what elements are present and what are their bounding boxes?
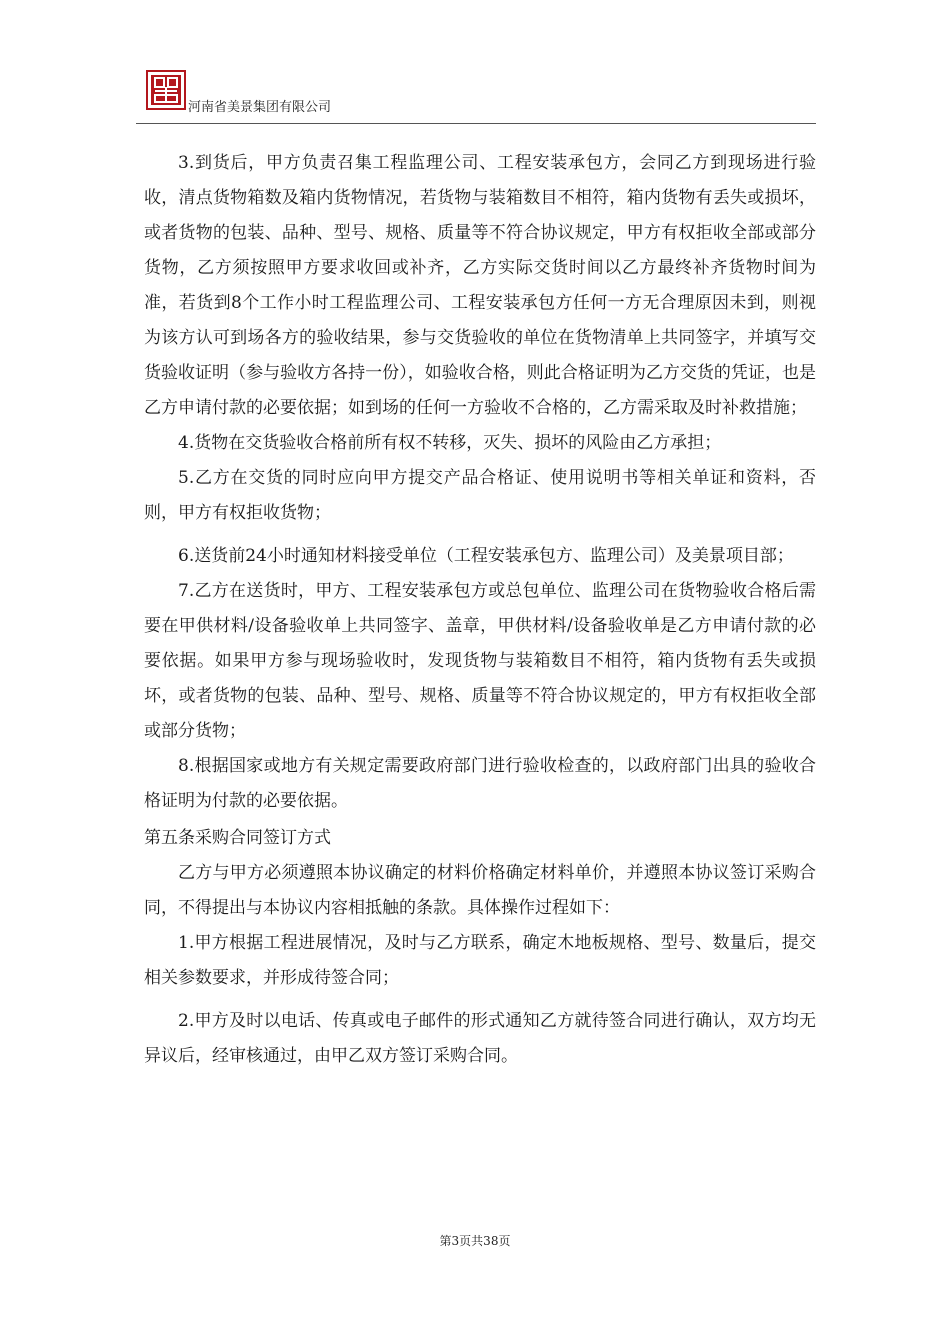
section-intro-paragraph: 乙方与甲方必须遵照本协议确定的材料价格确定材料单价，并遵照本协议签订采购合同，不得提出与本协议内容相抵触的条款。具体操作过程如下： [144, 863, 816, 918]
step-2-paragraph: 2.甲方及时以电话、传真或电子邮件的形式通知乙方就待签合同进行确认，双方均无异议后，经审核通过，由甲乙双方签订采购合同。 [144, 1011, 816, 1066]
company-name: 河南省美景集团有限公司 [188, 100, 332, 115]
company-seal-logo-icon [146, 70, 186, 110]
clause-6-paragraph: 6.送货前24小时通知材料接受单位（工程安装承包方、监理公司）及美景项目部； [178, 546, 794, 566]
clause-3-paragraph: 3.到货后，甲方负责召集工程监理公司、工程安装承包方，会同乙方到现场进行验收，清点货物箱数及箱内货物情况，若货物与装箱数目不相符，箱内货物有丢失或损坏，或者货物的包装、品种、型号、规格、质量等不符合协议规定，甲方有权拒收全部或部分货物，乙方须按照甲方要求收回或补齐，乙方实际交货时间以乙方最终补齐货物时间为准，若货到8个工作小时工程监理公司、工程安装承包方任何一方无合理原因未到，则视为该方认可到场各方的验收结果，参与交货验收的单位在货物清单上共同签字，并填写交货验收证明（参与验收方各持一份），如验收合格，则此合格证明为乙方交货的凭证，也是乙方申请付款的必要依据；如到场的任何一方验收不合格的，乙方需采取及时补救措施； [144, 153, 816, 418]
clause-7-paragraph: 7.乙方在送货时，甲方、工程安装承包方或总包单位、监理公司在货物验收合格后需要在甲供材料/设备验收单上共同签字、盖章，甲供材料/设备验收单是乙方申请付款的必要依据。如果甲方参与现场验收时，发现货物与装箱数目不相符，箱内货物有丢失或损坏，或者货物的包装、品种、型号、规格、质量等不符合协议规定的，甲方有权拒收全部或部分货物； [144, 581, 816, 741]
page-number: 第3页共38页 [439, 1234, 511, 1248]
section-title: 第五条采购合同签订方式 [144, 828, 331, 848]
header-divider [136, 123, 816, 124]
clause-8-paragraph: 8.根据国家或地方有关规定需要政府部门进行验收检查的，以政府部门出具的验收合格证明为付款的必要依据。 [144, 756, 816, 811]
step-1-paragraph: 1.甲方根据工程进展情况，及时与乙方联系，确定木地板规格、型号、数量后，提交相关参数要求，并形成待签合同； [144, 933, 816, 988]
clause-5-paragraph: 5.乙方在交货的同时应向甲方提交产品合格证、使用说明书等相关单证和资料，否则，甲方有权拒收货物； [144, 468, 816, 523]
page-header [136, 70, 816, 126]
document-body [144, 146, 816, 1074]
clause-4-paragraph: 4.货物在交货验收合格前所有权不转移，灭失、损坏的风险由乙方承担； [178, 433, 722, 453]
